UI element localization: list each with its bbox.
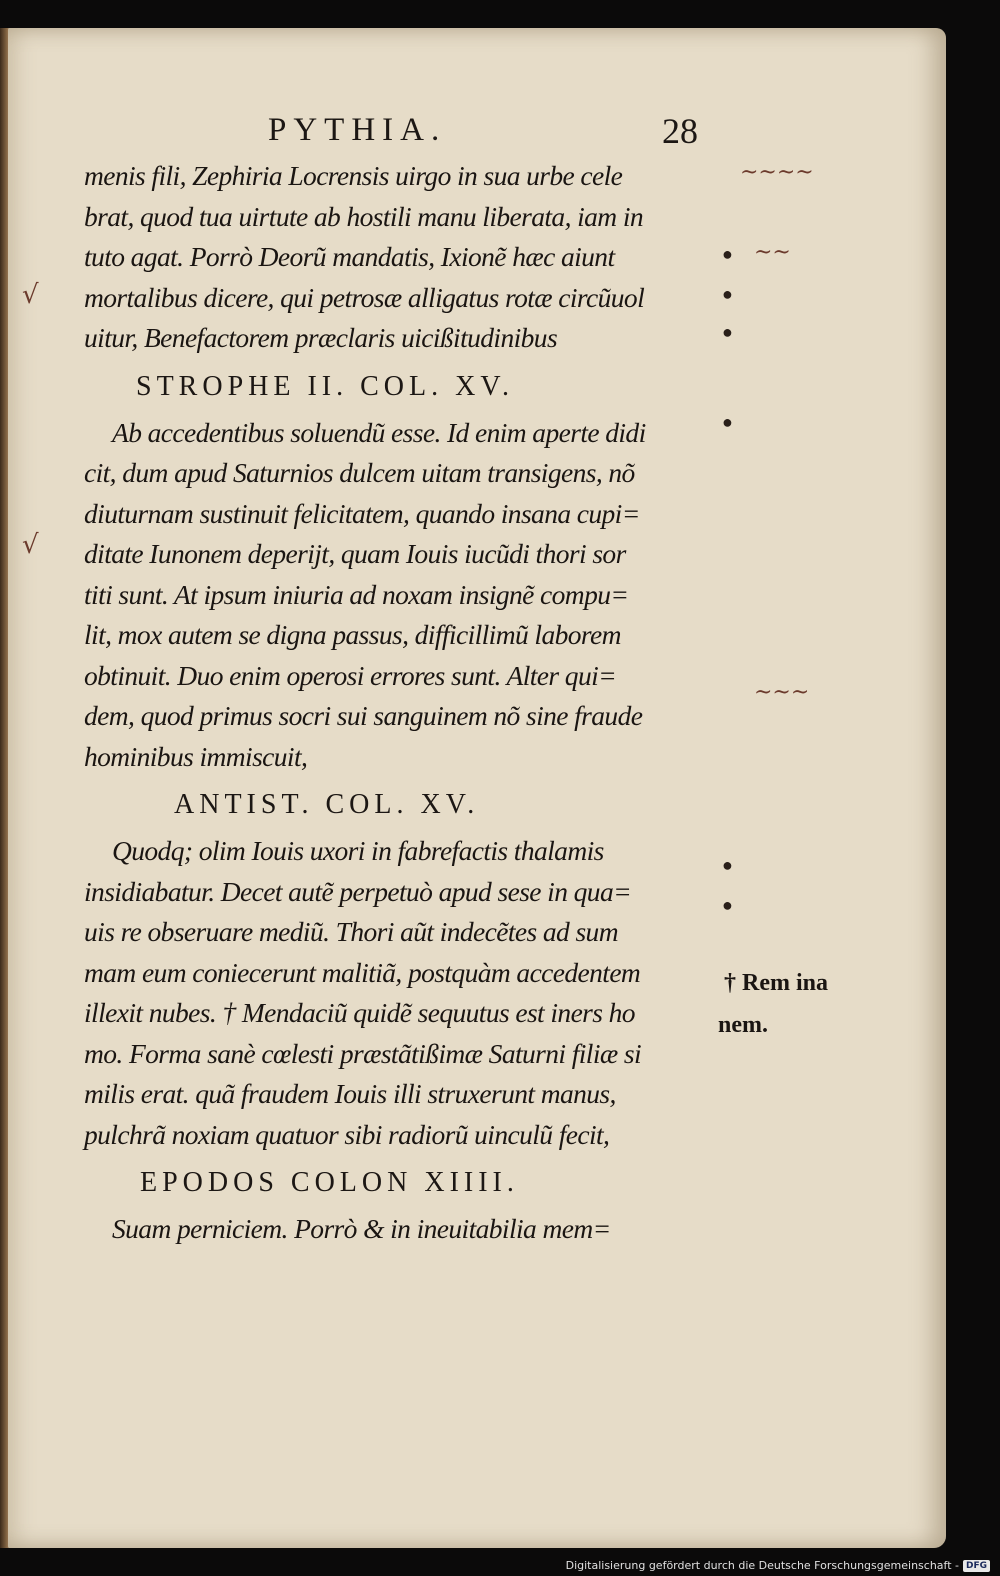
- text-line: Ab accedentibus soluendũ esse. Id enim aperte didi: [112, 416, 646, 448]
- text-line: lit, mox autem se digna passus, difficillimũ laborem: [84, 619, 621, 650]
- printed-marginal-note: nem.: [718, 1012, 768, 1038]
- marginal-dot-icon: ●: [722, 855, 733, 875]
- text-line: cit, dum apud Saturnios dulcem uitam transigens, nõ: [84, 457, 635, 488]
- section-heading: STROPHE II. COL. XV.: [136, 370, 514, 402]
- handwritten-annotation-icon: ~~~~: [740, 160, 814, 185]
- marginal-dot-icon: ●: [722, 284, 733, 304]
- text-line: hominibus immiscuit,: [84, 740, 308, 772]
- text-line: pulchrã noxiam quatuor sibi radiorũ uinculũ fecit,: [84, 1118, 610, 1150]
- text-line: obtinuit. Duo enim operosi errores sunt. Alter qui=: [84, 659, 617, 691]
- handwritten-annotation-icon: ~~: [754, 240, 791, 265]
- text-line: ditate Iunonem deperijt, quam Iouis iucũdi thori sor: [84, 538, 626, 569]
- text-line: mo. Forma sanè cœlesti præstãtißimæ Saturni filiæ si: [84, 1037, 642, 1069]
- printed-marginal-note: † Rem ina: [724, 970, 828, 996]
- handwritten-annotation-icon: ~~~: [754, 680, 810, 705]
- text-line: titi sunt. At ipsum iniuria ad noxam insignẽ compu=: [84, 578, 629, 610]
- text-line: diuturnam sustinuit felicitatem, quando insana cupi=: [84, 497, 640, 529]
- running-header: [268, 112, 698, 156]
- text-line: uis re obseruare mediũ. Thori aũt indecẽtes ad sum: [84, 916, 618, 947]
- credit-text: Digitalisierung gefördert durch die Deutsche Forschungsgemeinschaft -: [565, 1559, 959, 1572]
- handwritten-check-icon: √: [22, 530, 39, 560]
- text-line: uitur, Benefactorem præclaris uicißitudinibus: [84, 322, 558, 353]
- text-line: illexit nubes. † Mendaciũ quidẽ sequutus est iners ho: [84, 997, 635, 1028]
- text-line: dem, quod primus socri sui sanguinem nõ sine fraude: [84, 700, 643, 731]
- marginal-dot-icon: ●: [722, 412, 733, 432]
- text-line: brat, quod tua uirtute ab hostili manu liberata, iam in: [84, 200, 644, 232]
- text-line: insidiabatur. Decet autẽ perpetuò apud sese in qua=: [84, 875, 632, 907]
- page-number: 28: [662, 111, 698, 151]
- marginal-dot-icon: ●: [722, 244, 733, 264]
- section-heading: EPODOS COLON XIIII.: [140, 1167, 519, 1198]
- text-line: mam eum coniecerunt malitiã, postquàm accedentem: [84, 956, 641, 988]
- right-margin: [714, 0, 934, 1500]
- marginal-dot-icon: ●: [722, 895, 733, 915]
- text-line: mortalibus dicere, qui petrosæ alligatus rotæ circũuol: [84, 281, 645, 313]
- text-line: Quodq; olim Iouis uxori in fabrefactis thalamis: [112, 835, 604, 866]
- text-line: menis fili, Zephiria Locrensis uirgo in sua urbe cele: [84, 160, 623, 191]
- main-text: [84, 156, 724, 1250]
- section-heading: ANTIST. COL. XV.: [174, 789, 480, 820]
- handwritten-check-icon: √: [22, 280, 39, 310]
- text-line: milis erat. quã fraudem Iouis illi struxerunt manus,: [84, 1078, 616, 1109]
- text-line: tuto agat. Porrò Deorũ mandatis, Ixionẽ hæc aiunt: [84, 241, 615, 272]
- running-title: PYTHIA.: [268, 112, 447, 148]
- marginal-dot-icon: ●: [722, 322, 733, 342]
- text-line: Suam perniciem. Porrò & in ineuitabilia mem=: [112, 1213, 611, 1244]
- dfg-logo: DFG: [963, 1560, 990, 1572]
- digitization-credit: [566, 1559, 990, 1572]
